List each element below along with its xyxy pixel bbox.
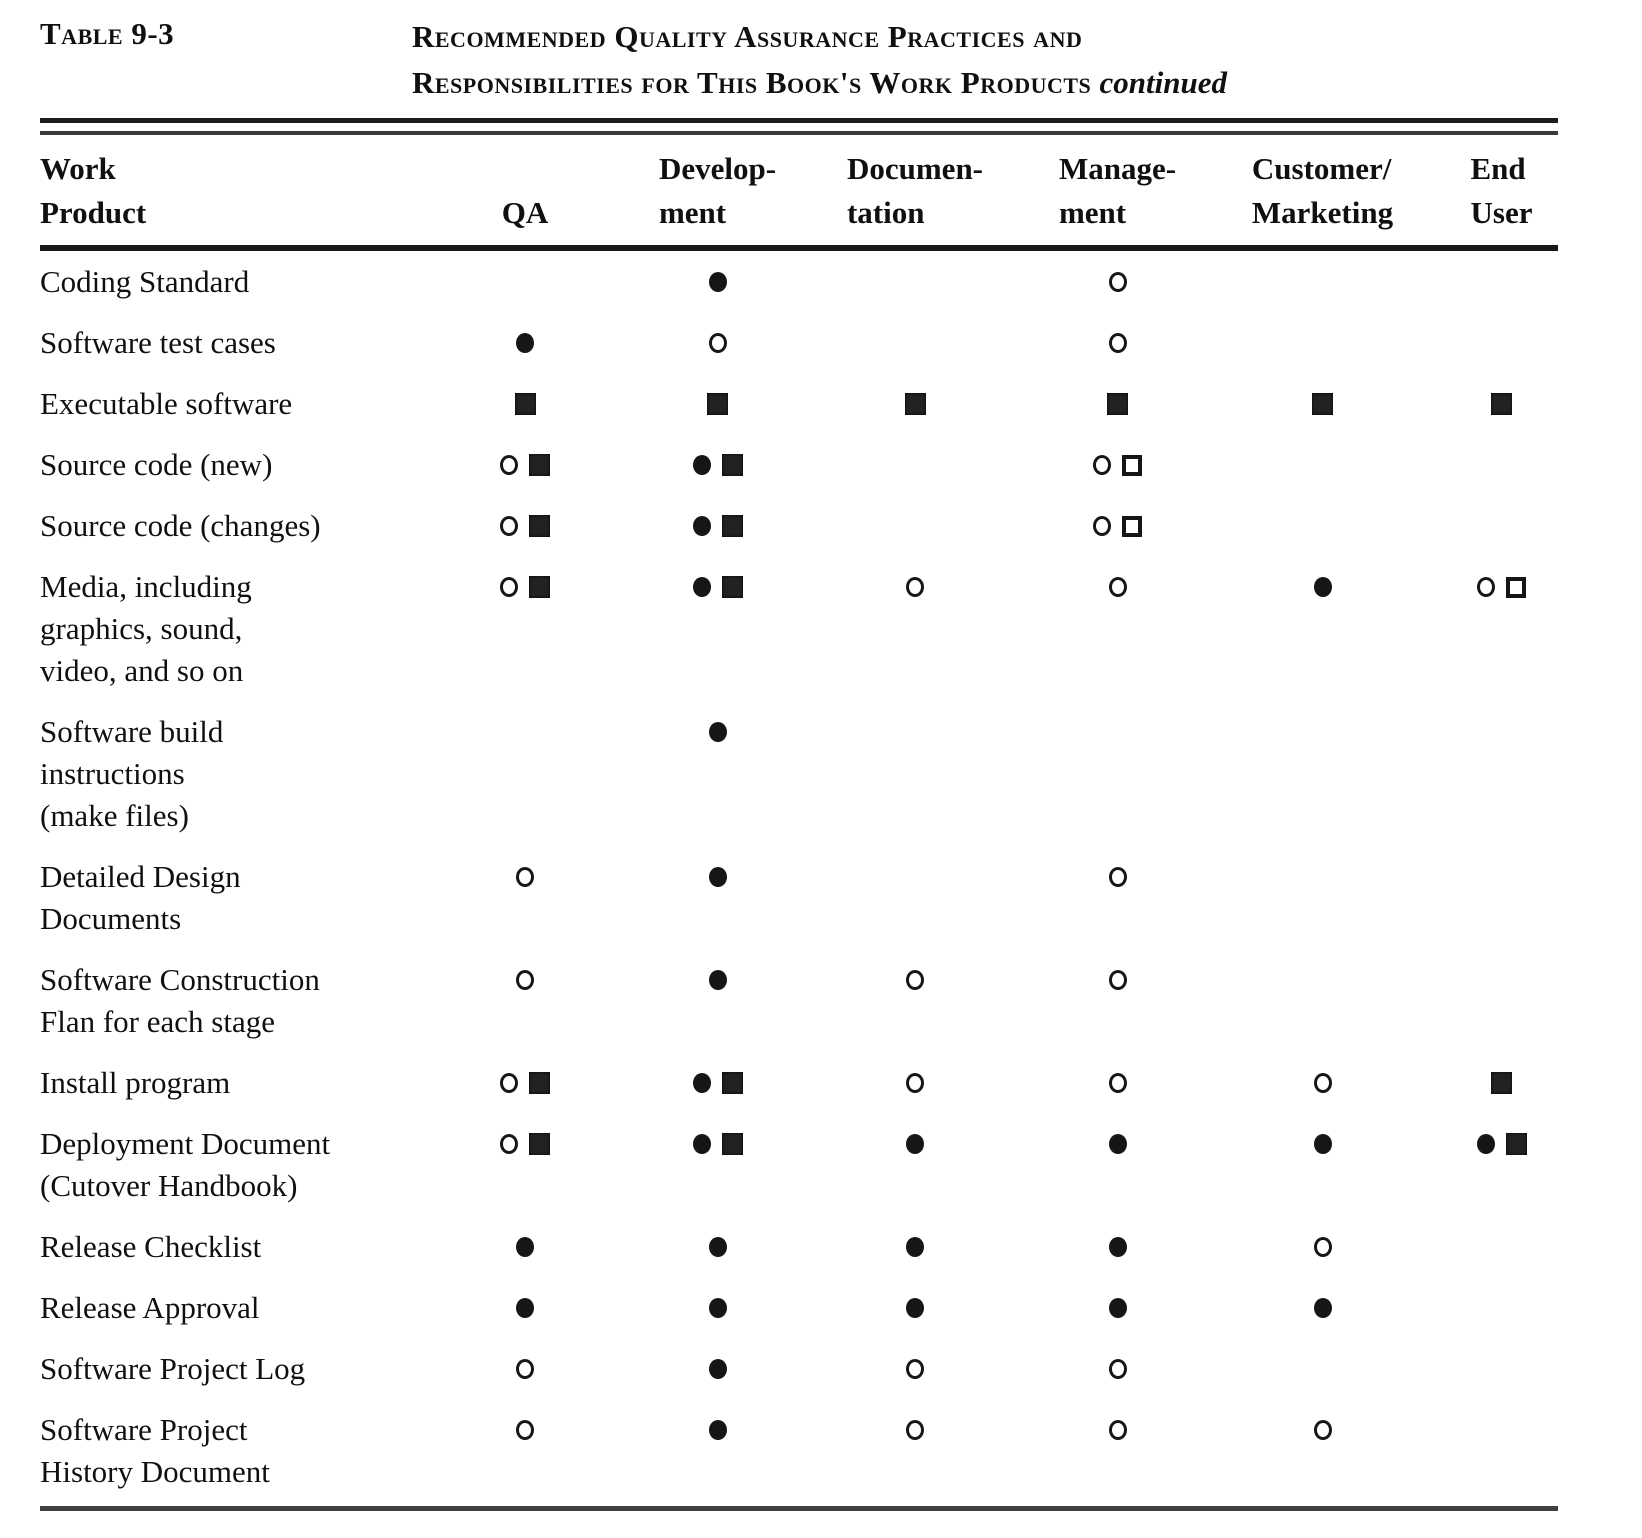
cell-documentation: [815, 261, 1015, 303]
cell-documentation: [815, 1226, 1015, 1268]
open-circle-symbol: [1314, 1420, 1332, 1440]
cell-development: [620, 1287, 815, 1329]
cell-customer-marketing: [1220, 1287, 1425, 1329]
cell-development: [620, 1409, 815, 1451]
work-product-label: Source code (changes): [40, 508, 321, 543]
work-product-label: Executable software: [40, 386, 293, 421]
cell-development: [620, 322, 815, 364]
work-product-label: Coding Standard: [40, 264, 250, 299]
filled-circle-symbol: [516, 1298, 534, 1318]
cell-customer-marketing: [1220, 261, 1425, 303]
open-square-symbol: [1122, 516, 1142, 537]
work-product-label: Software Project Log: [40, 1351, 306, 1386]
table-row: [40, 434, 1584, 495]
filled-square-symbol: [1491, 393, 1512, 415]
filled-square-symbol: [529, 515, 550, 537]
cell-customer-marketing: [1220, 566, 1425, 608]
cell-development: [620, 383, 815, 425]
filled-square-symbol: [1491, 1072, 1512, 1094]
cell-development: [620, 505, 815, 547]
title-line-2: [412, 60, 1227, 106]
filled-circle-symbol: [1109, 1298, 1127, 1318]
filled-circle-symbol: [709, 1359, 727, 1379]
table-row: [40, 495, 1584, 556]
filled-square-symbol: [529, 1133, 550, 1155]
open-circle-symbol: [516, 867, 534, 887]
filled-square-symbol: [722, 454, 743, 476]
cell-customer-marketing: [1220, 383, 1425, 425]
open-square-symbol: [1122, 455, 1142, 476]
cell-documentation: [815, 1409, 1015, 1451]
open-circle-symbol: [1109, 577, 1127, 597]
filled-square-symbol: [515, 393, 536, 415]
filled-circle-symbol: [906, 1298, 924, 1318]
work-product-label: Release Approval: [40, 1290, 260, 1325]
cell-end-user: [1425, 1348, 1578, 1390]
filled-circle-symbol: [1314, 1298, 1332, 1318]
cell-documentation: [815, 505, 1015, 547]
cell-end-user: [1425, 322, 1578, 364]
table-body: [40, 251, 1584, 1502]
cell-management: [1015, 444, 1220, 486]
filled-square-symbol: [722, 515, 743, 537]
table-title-block: [40, 14, 1584, 106]
table-row: [40, 312, 1584, 373]
cell-management: [1015, 1287, 1220, 1329]
filled-circle-symbol: [1109, 1237, 1127, 1257]
cell-management: [1015, 1409, 1220, 1451]
column-header-customer-marketing: Customer/ Marketing: [1251, 151, 1394, 230]
cell-qa: [430, 1348, 620, 1390]
cell-end-user: [1425, 959, 1578, 1001]
column-header-work-product: Work Product: [40, 151, 147, 230]
cell-development: [620, 566, 815, 608]
work-product-label: Media, including graphics, sound, video, and so on: [40, 569, 252, 688]
open-circle-symbol: [1314, 1073, 1332, 1093]
open-circle-symbol: [516, 1359, 534, 1379]
cell-development: [620, 261, 815, 303]
work-product-label: Source code (new): [40, 447, 273, 482]
cell-customer-marketing: [1220, 444, 1425, 486]
open-circle-symbol: [709, 333, 727, 353]
table-row: [40, 556, 1584, 701]
table-row: [40, 701, 1584, 846]
cell-management: [1015, 959, 1220, 1001]
cell-end-user: [1425, 566, 1578, 608]
table-bottom-rule: [40, 1506, 1558, 1511]
table-row: [40, 251, 1584, 312]
open-circle-symbol: [1314, 1237, 1332, 1257]
table-row: [40, 1052, 1584, 1113]
top-double-rule: [40, 118, 1558, 135]
cell-development: [620, 1123, 815, 1165]
table-row: [40, 373, 1584, 434]
table-title: [412, 14, 1227, 106]
filled-circle-symbol: [1314, 577, 1332, 597]
cell-qa: [430, 322, 620, 364]
open-circle-symbol: [516, 970, 534, 990]
column-header-qa: QA: [501, 195, 549, 230]
cell-customer-marketing: [1220, 505, 1425, 547]
cell-customer-marketing: [1220, 711, 1425, 753]
cell-qa: [430, 1123, 620, 1165]
filled-square-symbol: [1107, 393, 1128, 415]
filled-circle-symbol: [709, 722, 727, 742]
cell-documentation: [815, 1062, 1015, 1104]
filled-circle-symbol: [709, 272, 727, 292]
cell-end-user: [1425, 261, 1578, 303]
filled-square-symbol: [722, 1133, 743, 1155]
cell-customer-marketing: [1220, 1409, 1425, 1451]
open-circle-symbol: [1109, 272, 1127, 292]
cell-documentation: [815, 1123, 1015, 1165]
cell-end-user: [1425, 1226, 1578, 1268]
open-circle-symbol: [516, 1420, 534, 1440]
cell-documentation: [815, 959, 1015, 1001]
cell-end-user: [1425, 856, 1578, 898]
cell-qa: [430, 1409, 620, 1451]
filled-circle-symbol: [516, 1237, 534, 1257]
open-circle-symbol: [906, 1073, 924, 1093]
filled-circle-symbol: [709, 1237, 727, 1257]
cell-management: [1015, 856, 1220, 898]
cell-development: [620, 856, 815, 898]
filled-circle-symbol: [693, 577, 711, 597]
filled-circle-symbol: [709, 970, 727, 990]
open-circle-symbol: [1109, 970, 1127, 990]
cell-management: [1015, 1123, 1220, 1165]
cell-development: [620, 1062, 815, 1104]
work-product-label: Deployment Document (Cutover Handbook): [40, 1126, 331, 1203]
filled-circle-symbol: [709, 867, 727, 887]
filled-circle-symbol: [693, 516, 711, 536]
open-circle-symbol: [1109, 1420, 1127, 1440]
filled-circle-symbol: [693, 1134, 711, 1154]
title-line-1: Recommended Quality Assurance Practices and: [412, 19, 1083, 54]
cell-qa: [430, 505, 620, 547]
filled-square-symbol: [722, 576, 743, 598]
filled-circle-symbol: [516, 333, 534, 353]
cell-end-user: [1425, 711, 1578, 753]
open-circle-symbol: [1109, 1073, 1127, 1093]
cell-management: [1015, 1062, 1220, 1104]
title-line-2-text: Responsibilities for This Book's Work Products: [412, 65, 1092, 100]
work-product-label: Software Project History Document: [40, 1412, 270, 1489]
cell-documentation: [815, 1287, 1015, 1329]
cell-qa: [430, 711, 620, 753]
column-header-end-user: End User: [1470, 151, 1533, 230]
cell-development: [620, 1226, 815, 1268]
cell-customer-marketing: [1220, 856, 1425, 898]
open-circle-symbol: [1093, 455, 1111, 475]
table-row: [40, 1338, 1584, 1399]
cell-documentation: [815, 566, 1015, 608]
filled-square-symbol: [529, 1072, 550, 1094]
cell-management: [1015, 261, 1220, 303]
table-row: [40, 1216, 1584, 1277]
cell-qa: [430, 1226, 620, 1268]
work-product-label: Software test cases: [40, 325, 276, 360]
open-circle-symbol: [1109, 867, 1127, 887]
table-row: [40, 1113, 1584, 1216]
cell-end-user: [1425, 1409, 1578, 1451]
work-product-label: Release Checklist: [40, 1229, 262, 1264]
cell-end-user: [1425, 1062, 1578, 1104]
cell-development: [620, 959, 815, 1001]
filled-square-symbol: [1506, 1133, 1527, 1155]
filled-square-symbol: [1312, 393, 1333, 415]
cell-qa: [430, 383, 620, 425]
cell-qa: [430, 566, 620, 608]
cell-end-user: [1425, 505, 1578, 547]
table-label: Table 9-3: [40, 16, 175, 51]
filled-circle-symbol: [693, 1073, 711, 1093]
filled-circle-symbol: [693, 455, 711, 475]
table-row: [40, 1277, 1584, 1338]
cell-customer-marketing: [1220, 1062, 1425, 1104]
filled-square-symbol: [722, 1072, 743, 1094]
cell-documentation: [815, 444, 1015, 486]
work-product-label: Software Construction Flan for each stage: [40, 962, 320, 1039]
column-header-documentation: Documen- tation: [846, 151, 984, 230]
cell-management: [1015, 322, 1220, 364]
work-product-label: Software build instructions (make files): [40, 714, 224, 833]
open-circle-symbol: [906, 577, 924, 597]
open-circle-symbol: [906, 1359, 924, 1379]
cell-customer-marketing: [1220, 1348, 1425, 1390]
cell-customer-marketing: [1220, 322, 1425, 364]
open-circle-symbol: [500, 1134, 518, 1154]
cell-end-user: [1425, 1287, 1578, 1329]
filled-circle-symbol: [906, 1237, 924, 1257]
open-circle-symbol: [500, 1073, 518, 1093]
filled-circle-symbol: [1477, 1134, 1495, 1154]
open-circle-symbol: [500, 516, 518, 536]
cell-documentation: [815, 711, 1015, 753]
filled-square-symbol: [529, 454, 550, 476]
table-header-row: [40, 135, 1584, 245]
column-header-development: Develop- ment: [658, 151, 777, 230]
cell-management: [1015, 383, 1220, 425]
table-row: [40, 846, 1584, 949]
open-circle-symbol: [500, 455, 518, 475]
open-circle-symbol: [1109, 1359, 1127, 1379]
work-product-label: Detailed Design Documents: [40, 859, 241, 936]
cell-customer-marketing: [1220, 959, 1425, 1001]
open-circle-symbol: [906, 970, 924, 990]
open-circle-symbol: [1109, 333, 1127, 353]
cell-development: [620, 444, 815, 486]
filled-circle-symbol: [906, 1134, 924, 1154]
cell-qa: [430, 856, 620, 898]
open-circle-symbol: [500, 577, 518, 597]
cell-qa: [430, 1287, 620, 1329]
open-circle-symbol: [1477, 577, 1495, 597]
cell-customer-marketing: [1220, 1226, 1425, 1268]
cell-customer-marketing: [1220, 1123, 1425, 1165]
cell-development: [620, 1348, 815, 1390]
cell-management: [1015, 505, 1220, 547]
cell-qa: [430, 261, 620, 303]
cell-development: [620, 711, 815, 753]
cell-end-user: [1425, 1123, 1578, 1165]
cell-management: [1015, 566, 1220, 608]
cell-documentation: [815, 322, 1015, 364]
open-circle-symbol: [1093, 516, 1111, 536]
cell-documentation: [815, 1348, 1015, 1390]
filled-circle-symbol: [709, 1298, 727, 1318]
open-circle-symbol: [906, 1420, 924, 1440]
cell-qa: [430, 1062, 620, 1104]
filled-square-symbol: [707, 393, 728, 415]
continued-marker: continued: [1099, 65, 1228, 100]
filled-circle-symbol: [709, 1420, 727, 1440]
column-header-management: Manage- ment: [1058, 151, 1177, 230]
cell-management: [1015, 1226, 1220, 1268]
cell-documentation: [815, 856, 1015, 898]
cell-documentation: [815, 383, 1015, 425]
work-product-label: Install program: [40, 1065, 231, 1100]
cell-management: [1015, 711, 1220, 753]
cell-management: [1015, 1348, 1220, 1390]
table-row: [40, 1399, 1584, 1502]
filled-square-symbol: [905, 393, 926, 415]
filled-circle-symbol: [1109, 1134, 1127, 1154]
cell-end-user: [1425, 383, 1578, 425]
table-row: [40, 949, 1584, 1052]
cell-qa: [430, 959, 620, 1001]
open-square-symbol: [1506, 577, 1526, 598]
filled-square-symbol: [529, 576, 550, 598]
filled-circle-symbol: [1314, 1134, 1332, 1154]
cell-end-user: [1425, 444, 1578, 486]
cell-qa: [430, 444, 620, 486]
